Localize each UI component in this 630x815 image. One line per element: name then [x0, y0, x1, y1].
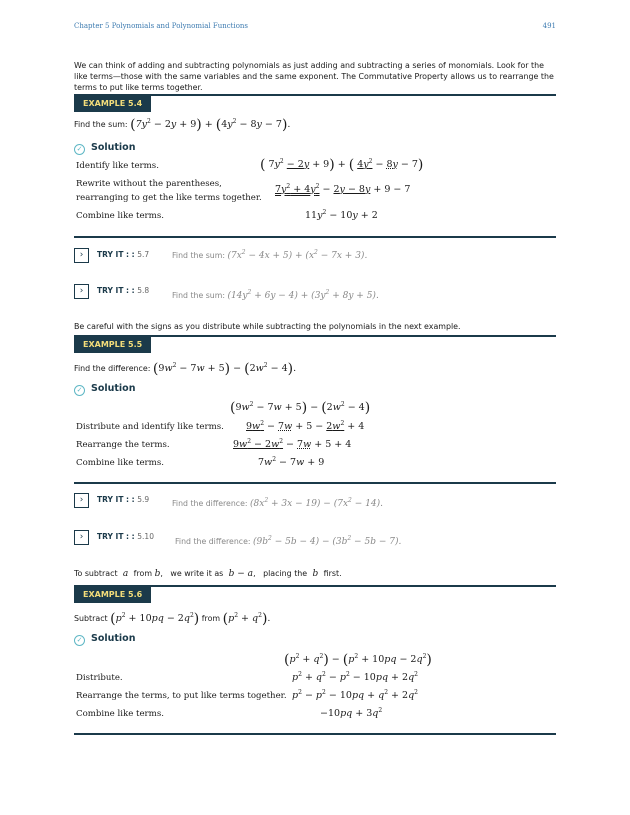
step-text: Combine like terms.: [76, 211, 164, 221]
example-bottom-rule: [74, 482, 556, 484]
step-math: ( $7y^2 - 2y + 9$) + ( $4y^2 - 8y - 7$): [260, 157, 424, 173]
step-text: Combine like terms.: [76, 458, 164, 468]
check-circle-icon: ✓: [74, 385, 85, 396]
step-math: $-10pq + 3q^2$: [320, 707, 383, 719]
step-text: Combine like terms.: [76, 709, 164, 719]
example-5-5-prompt: Find the difference: $(9w^2 - 7w + 5) - (2w^2 - 4)$.: [74, 361, 297, 377]
step-text: Identify like terms.: [76, 161, 159, 171]
step-math: $11y^2 - 10y + 2$: [305, 209, 378, 221]
careful-paragraph: Be careful with the signs as you distribute while subtracting the polynomials in the next example.: [74, 322, 461, 331]
step-math: $7y^2 + 4y^2 - 2y - 8y + 9 - 7$: [275, 183, 411, 195]
expand-chevron-icon[interactable]: ›: [74, 248, 89, 263]
step-text: Rearrange the terms.: [76, 440, 170, 450]
example-5-6-prompt: Subtract $(p^2 + 10pq - 2q^2)$ from $(p^2 + q^2)$.: [74, 611, 271, 627]
try-it-5-7: › TRY IT : : 5.7 Find the sum: $(7x^2 - 4x + 5) + (x^2 - 7x + 3)$.: [74, 248, 556, 264]
step-math: $(p^2 + q^2) - (p^2 + 10pq - 2q^2)$: [284, 652, 432, 668]
expand-chevron-icon[interactable]: ›: [74, 493, 89, 508]
try-it-5-8: › TRY IT : : 5.8 Find the sum: $(14y^2 + 6y - 4) + (3y^2 + 8y + 5)$.: [74, 284, 556, 300]
step-math: $9w^2 - 2w^2 - 7w + 5 + 4$: [233, 438, 352, 450]
chapter-title: Chapter 5 Polynomials and Polynomial Functions: [74, 22, 249, 30]
expand-chevron-icon[interactable]: ›: [74, 530, 89, 545]
step-math: $9w^2 - 7w + 5 - 2w^2 + 4$: [246, 420, 365, 432]
expand-chevron-icon[interactable]: ›: [74, 284, 89, 299]
step-math: $p^2 + q^2 - p^2 - 10pq + 2q^2$: [292, 671, 418, 683]
step-math: $p^2 - p^2 - 10pq + q^2 + 2q^2$: [292, 689, 418, 701]
example-5-4-prompt: Find the sum: $(7y^2 - 2y + 9) + (4y^2 - 8y - 7)$.: [74, 117, 291, 133]
solution-heading: ✓ Solution: [74, 383, 135, 397]
example-5-6-label: EXAMPLE 5.6: [74, 586, 151, 603]
step-text: rearranging to get the like terms together.: [76, 193, 262, 203]
example-bottom-rule: [74, 236, 556, 238]
subtract-note: To subtract a from b, we write it as b − a, placing the b first.: [74, 569, 342, 579]
step-text: Rearrange the terms, to put like terms together.: [76, 691, 287, 701]
check-circle-icon: ✓: [74, 144, 85, 155]
try-it-5-9: › TRY IT : : 5.9 Find the difference: $(8x^2 + 3x - 19) - (7x^2 - 14)$.: [74, 493, 556, 509]
step-text: Distribute.: [76, 673, 123, 683]
step-text: Rewrite without the parentheses,: [76, 179, 222, 189]
check-circle-icon: ✓: [74, 635, 85, 646]
intro-paragraph: We can think of adding and subtracting polynomials as just adding and subtracting a series of monomials. Look for the like terms—those with the same variables and the same exponent. The Commutative Property allows us to rearrange the terms to put like terms together.: [74, 61, 554, 92]
step-text: Distribute and identify like terms.: [76, 422, 224, 432]
solution-heading: ✓ Solution: [74, 633, 135, 647]
solution-heading: ✓ Solution: [74, 142, 135, 156]
try-it-5-10: › TRY IT : : 5.10 Find the difference: $(9b^2 - 5b - 4) - (3b^2 - 5b - 7)$.: [74, 530, 556, 546]
page-header: [74, 22, 556, 36]
example-bottom-rule: [74, 733, 556, 735]
example-5-4-label: EXAMPLE 5.4: [74, 95, 151, 112]
example-5-5-label: EXAMPLE 5.5: [74, 336, 151, 353]
step-math: $(9w^2 - 7w + 5) - (2w^2 - 4)$: [230, 400, 371, 416]
step-math: $7w^2 - 7w + 9$: [258, 456, 325, 468]
page-number: 491: [542, 22, 556, 30]
